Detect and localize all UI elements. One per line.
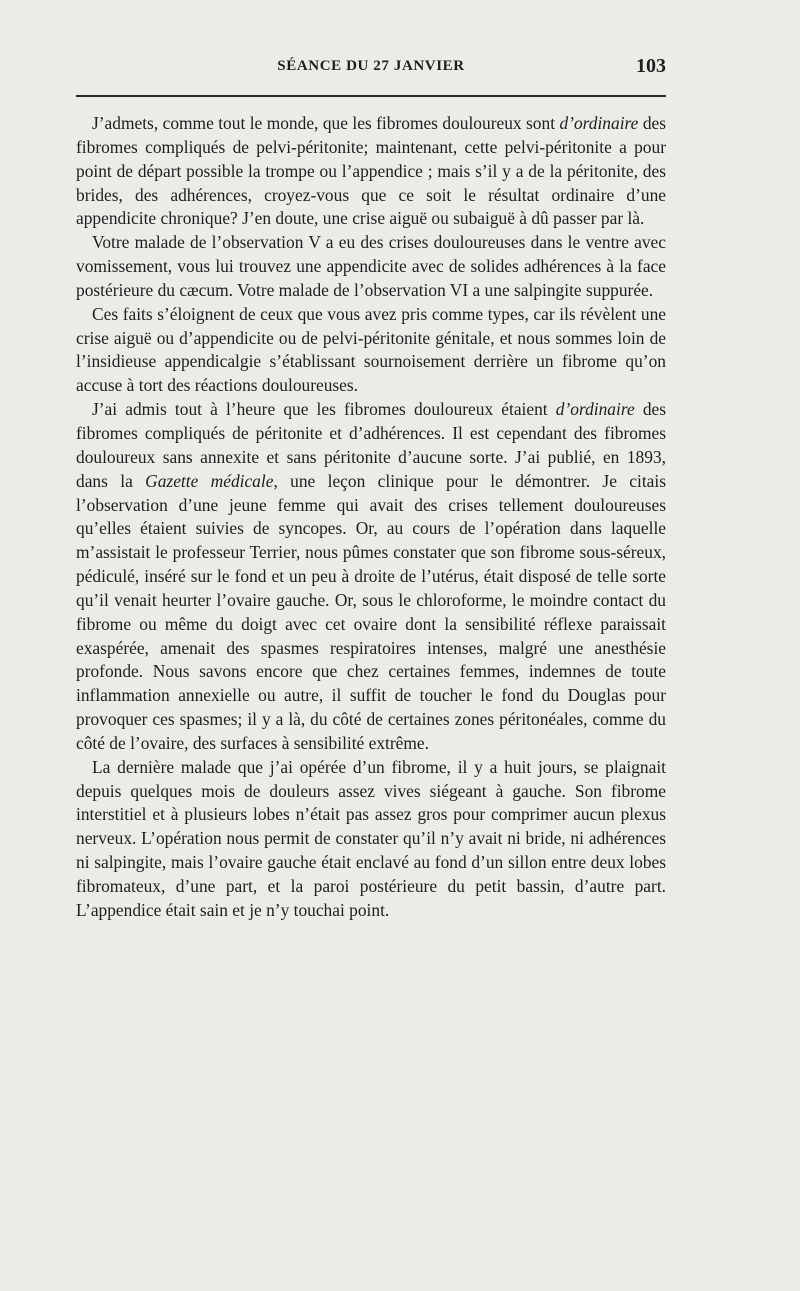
paragraph-3 [76,303,666,398]
paragraph-4-italic-1: d’ordinaire [555,399,635,420]
page-number: 103 [636,55,666,77]
paragraph-5 [76,756,666,923]
paragraph-4 [76,398,666,756]
paragraph-2-text: Votre malade de l’observation V a eu des crises douloureuses dans le ventre avec vomissement, vous lui trouvez une appendicite avec de solides adhérences à la face postérieure du cæcum. Votre malade de l’observation VI a une salpingite suppurée. [76,232,666,300]
header-rule [76,95,666,97]
paragraph-2 [76,231,666,303]
paragraph-1-text-b: des fibromes compliqués de pelvi-péritonite; maintenant, cette pelvi-péritonite a pour point de départ possible la trompe ou l’appendice ; mais s’il y a de la péritonite, des brides, des adhérences, croyez-vous que ce soit le résultat ordinaire d’une appendicite chronique? J’en doute, une crise aiguë ou subaiguë à dû passer par là. [76,113,666,229]
page-header [76,55,666,84]
paragraph-1-italic: d’ordinaire [559,113,639,133]
paragraph-4-text-a: J’ai admis tout à l’heure que les fibromes douloureux étaient [92,399,556,420]
paragraph-4-text-b: des fibromes compliqués de péritonite et d’adhérences. Il est cependant des fibromes douloureux sans annexite et sans péritonite d’aucune sorte. J’ai publié, en 1893, dans la [76,399,666,491]
paragraph-4-text-c: , une leçon clinique pour le démontrer. Je citais l’observation d’une jeune femme qui avait des crises tellement douloureuses qu’elles étaient suivies de syncopes. Or, au cours de l’opération dans laquelle m’assistait le professeur Terrier, nous pûmes constater que son fibrome sous-séreux, pédiculé, inséré sur le fond et un peu à droite de l’utérus, était disposé de telle sorte qu’il venait heurter l’ovaire gauche. Or, sous le chloroforme, le moindre contact du fibrome ou même du doigt avec cet ovaire dont la sensibilité réflexe paraissait exaspérée, amenait des spasmes respiratoires intenses, malgré une anesthésie profonde. Nous savons encore que chez certaines femmes, indemnes de toute inflammation annexielle ou autre, il suffit de toucher le fond du Douglas pour provoquer ces spasmes; il y a là, du côté de certaines zones péritonéales, comme du côté de l’ovaire, des surfaces à sensibilité extrême. [76,470,666,753]
running-title: SÉANCE DU 27 JANVIER [277,58,465,74]
paragraph-1 [76,112,666,231]
paragraph-4-italic-2: Gazette médicale [145,470,274,491]
paragraph-5-text: La dernière malade que j’ai opérée d’un fibrome, il y a huit jours, se plaignait depuis quelques mois de douleurs assez vives siégeant à gauche. Son fibrome interstitiel et à plusieurs lobes n’était pas assez gros pour comprimer aucun plexus nerveux. L’opération nous permit de constater qu’il n’y avait ni bride, ni adhérences ni salpingite, mais l’ovaire gauche était enclavé au fond d’un sillon entre deux lobes fibromateux, d’une part, et la paroi postérieure du petit bassin, d’autre part. L’appendice était sain et je n’y touchai point. [76,756,666,920]
paragraph-1-text-a: J’admets, comme tout le monde, que les fibromes douloureux sont [92,113,560,133]
paragraph-3-text: Ces faits s’éloignent de ceux que vous avez pris comme types, car ils révèlent une crise aiguë ou d’appendicite ou de pelvi-péritonite génitale, et nous sommes loin de l’insidieuse appendicalgie s’établissant sournoisement derrière un fibrome qu’on accuse à tort des réactions douloureuses. [76,303,666,396]
body-text [76,112,666,923]
